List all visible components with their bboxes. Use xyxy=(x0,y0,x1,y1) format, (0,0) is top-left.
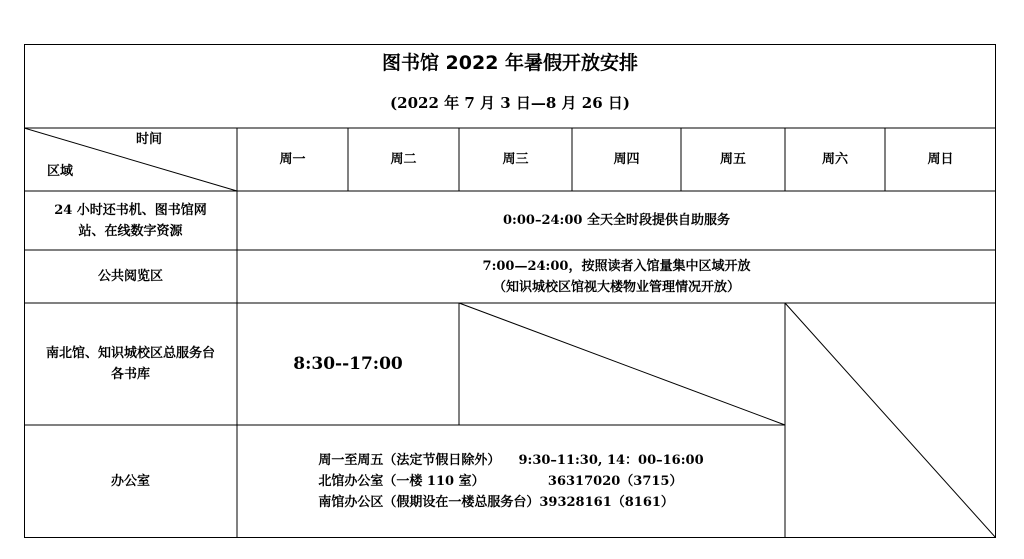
hours-public-reading-line2: （知识城校区馆视大楼物业管理情况开放） xyxy=(492,279,740,295)
north-office-line: 北馆办公室（一楼 110 室） 36317020（3715） xyxy=(318,474,683,489)
day-header-mon: 周一 xyxy=(279,152,306,167)
corner-area-label: 区域 xyxy=(46,163,73,179)
schedule-table xyxy=(24,44,996,538)
page-title: 图书馆 2022 年暑假开放安排 xyxy=(381,51,639,74)
area-service-desk-line2: 各书库 xyxy=(110,367,150,382)
day-header-wed: 周三 xyxy=(502,152,529,167)
south-office-line: 南馆办公区（假期设在一楼总服务台）39328161（8161） xyxy=(318,495,674,510)
area-self-service-line1: 24 小时还书机、图书馆网 xyxy=(54,202,207,218)
area-service-desk xyxy=(24,303,237,425)
day-header-sat: 周六 xyxy=(821,152,848,167)
day-header-sun: 周日 xyxy=(927,152,954,167)
corner-time-label: 时间 xyxy=(135,131,162,147)
area-public-reading: 公共阅览区 xyxy=(97,269,163,284)
area-self-service xyxy=(24,191,237,250)
hours-public-reading xyxy=(237,250,996,303)
hours-public-reading-line1: 7:00—24:00，按照读者入馆量集中区域开放 xyxy=(482,258,751,274)
office-info xyxy=(237,425,785,538)
day-header-tue: 周二 xyxy=(390,152,417,167)
hours-self-service: 0:00–24:00 全天全时段提供自助服务 xyxy=(503,213,730,228)
day-header-thu: 周四 xyxy=(613,152,640,167)
office-hours-line: 周一至周五（法定节假日除外） 9:30–11:30, 14：00–16:00 xyxy=(318,453,704,468)
area-self-service-line2: 站、在线数字资源 xyxy=(78,223,183,239)
area-service-desk-line1: 南北馆、知识城校区总服务台 xyxy=(45,346,215,361)
day-header-fri: 周五 xyxy=(719,152,746,167)
area-office: 办公室 xyxy=(110,474,150,489)
hours-service-desk: 8:30--17:00 xyxy=(293,353,403,374)
date-range-subtitle: (2022 年 7 月 3 日—8 月 26 日) xyxy=(390,93,630,112)
